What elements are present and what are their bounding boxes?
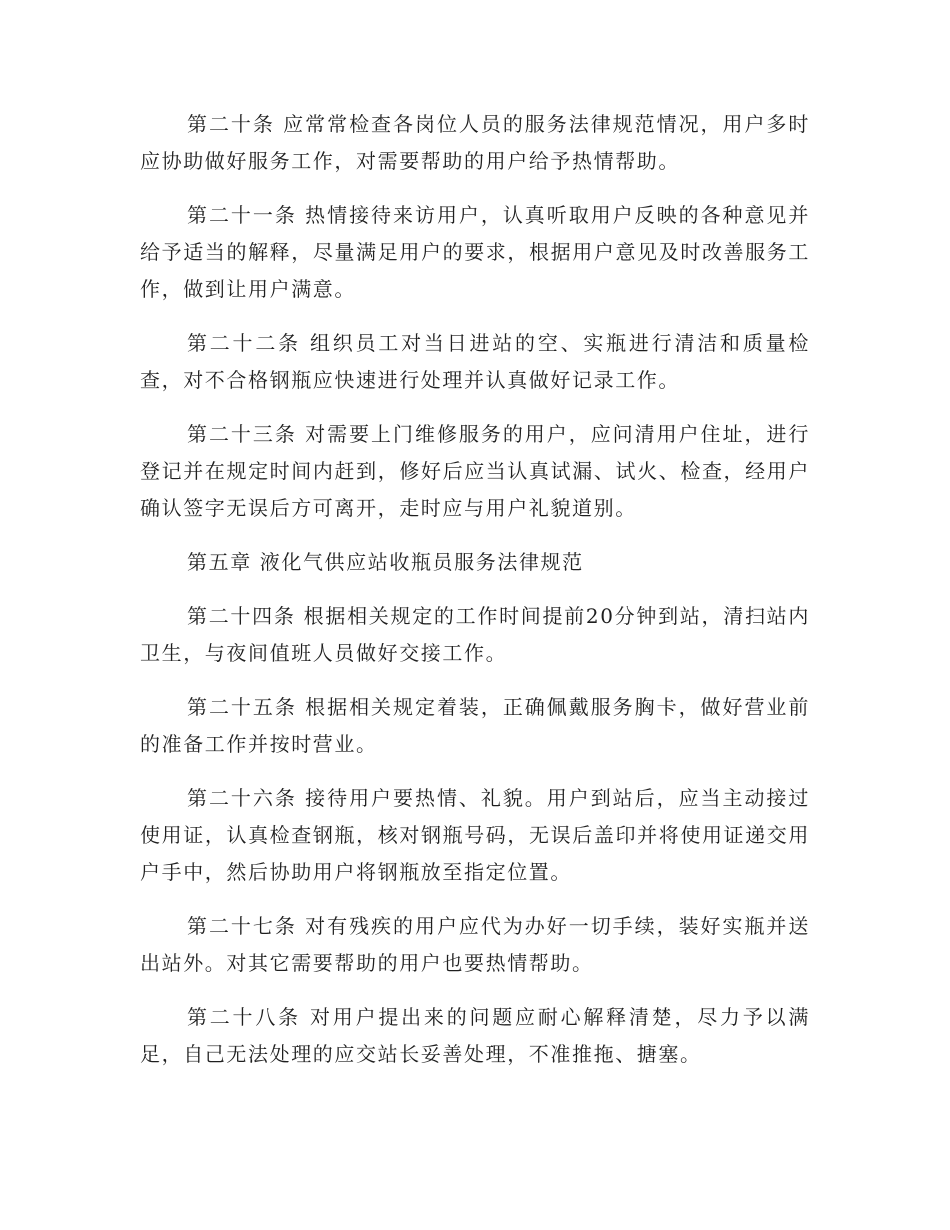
article-26-paragraph: 第二十六条 接待用户要热情、礼貌。用户到站后，应当主动接过使用证，认真检查钢瓶，核对钢瓶号码，无误后盖印并将使用证递交用户手中，然后协助用户将钢瓶放至指定位置。 bbox=[140, 786, 810, 884]
chapter-5-heading: 第五章 液化气供应站收瓶员服务法律规范 bbox=[187, 550, 584, 574]
article-20-paragraph: 第二十条 应常常检查各岗位人员的服务法律规范情况，用户多时应协助做好服务工作，对需要帮助的用户给予热情帮助。 bbox=[140, 112, 810, 173]
article-22-paragraph: 第二十二条 组织员工对当日进站的空、实瓶进行清洁和质量检查，对不合格钢瓶应快速进行处理并认真做好记录工作。 bbox=[140, 331, 810, 392]
document-body bbox=[140, 106, 810, 1090]
article-25-paragraph: 第二十五条 根据相关规定着装，正确佩戴服务胸卡，做好营业前的准备工作并按时营业。 bbox=[140, 695, 810, 756]
article-24-paragraph: 第二十四条 根据相关规定的工作时间提前20分钟到站，清扫站内卫生，与夜间值班人员做好交接工作。 bbox=[140, 604, 810, 665]
article-28-paragraph: 第二十八条 对用户提出来的问题应耐心解释清楚，尽力予以满足，自己无法处理的应交站长妥善处理，不准推拖、搪塞。 bbox=[140, 1005, 810, 1066]
article-27-paragraph: 第二十七条 对有残疾的用户应代为办好一切手续，装好实瓶并送出站外。对其它需要帮助的用户也要热情帮助。 bbox=[140, 914, 810, 975]
article-23-paragraph: 第二十三条 对需要上门维修服务的用户，应问清用户住址，进行登记并在规定时间内赶到，修好后应当认真试漏、试火、检查，经用户确认签字无误后方可离开，走时应与用户礼貌道别。 bbox=[140, 422, 810, 520]
article-21-paragraph: 第二十一条 热情接待来访用户，认真听取用户反映的各种意见并给予适当的解释，尽量满足用户的要求，根据用户意见及时改善服务工作，做到让用户满意。 bbox=[140, 203, 810, 301]
